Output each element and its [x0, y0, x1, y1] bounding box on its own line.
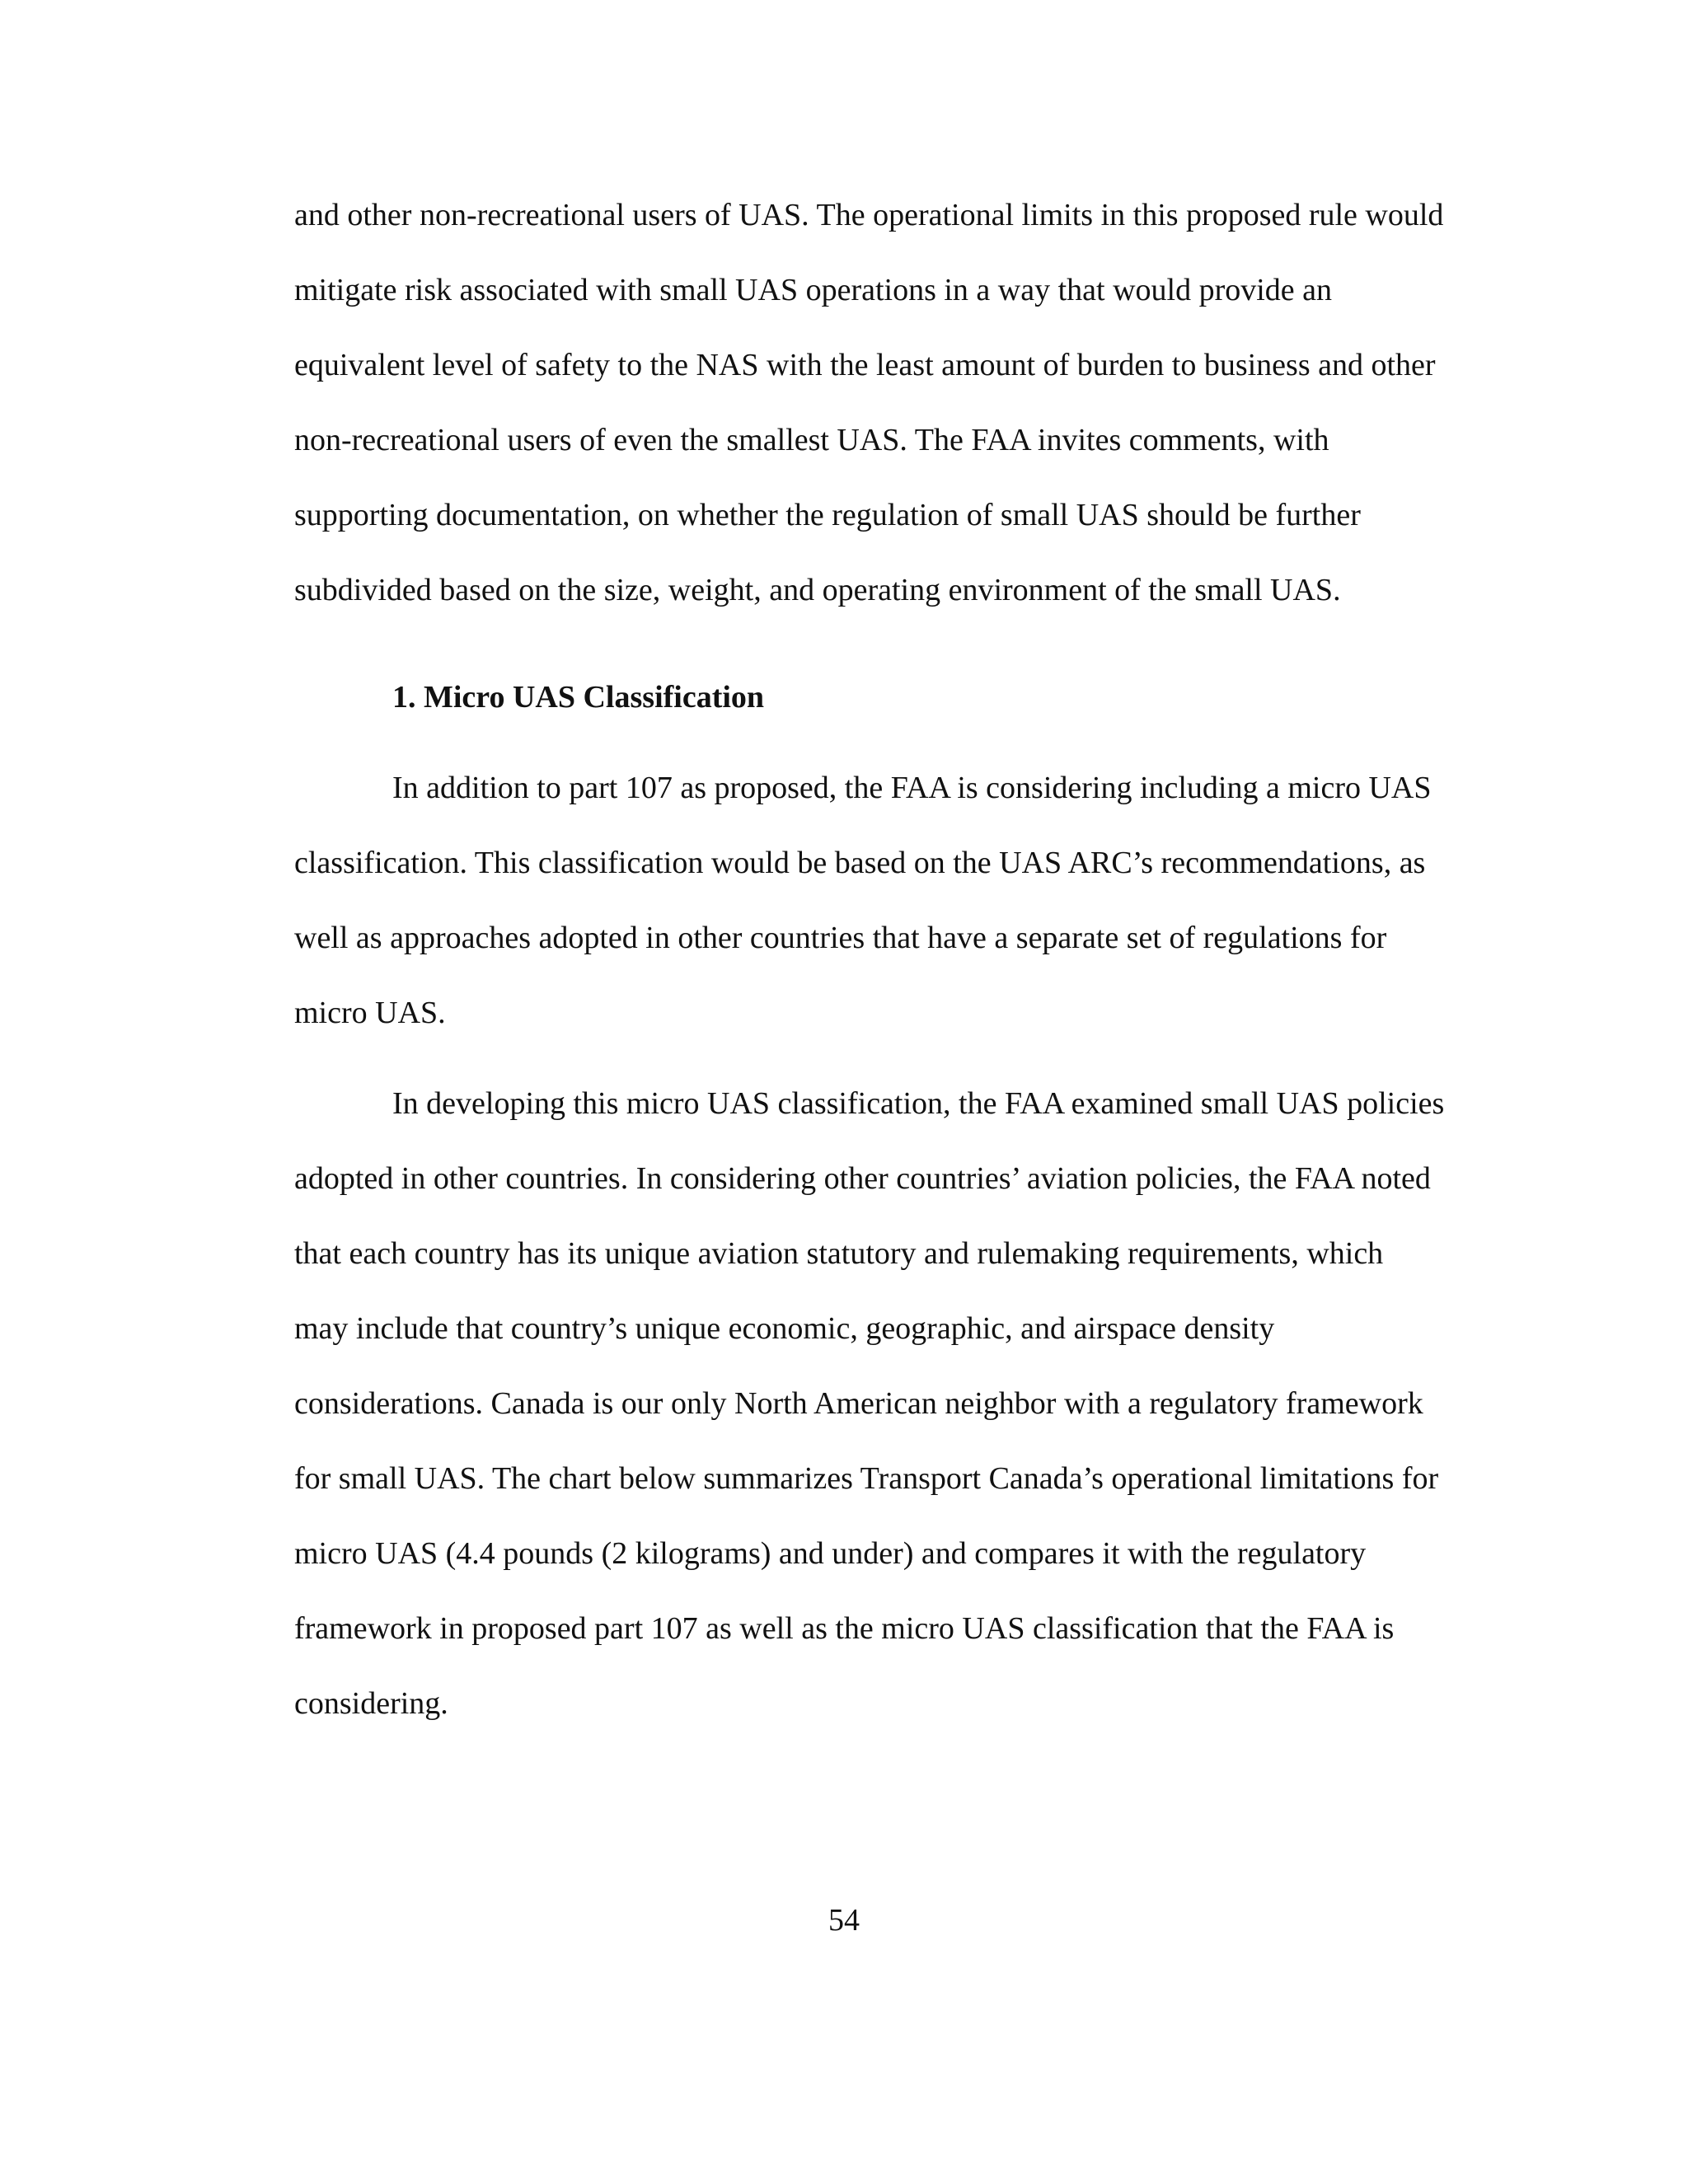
paragraph-2-line-2: classification. This classification would be based on the UAS ARC’s recommendations, as: [294, 846, 1426, 880]
paragraph-3-line-8: framework in proposed part 107 as well as the micro UAS classification that the FAA is: [294, 1611, 1395, 1646]
paragraph-1-line-4: non-recreational users of even the smallest UAS. The FAA invites comments, with: [294, 423, 1329, 457]
paragraph-3-line-9: considering.: [294, 1686, 448, 1721]
paragraph-3-line-3: that each country has its unique aviation statutory and rulemaking requirements, which: [294, 1236, 1384, 1271]
paragraph-3-line-1: In developing this micro UAS classification, the FAA examined small UAS policies: [392, 1086, 1445, 1121]
paragraph-3-line-6: for small UAS. The chart below summarizes Transport Canada’s operational limitations for: [294, 1461, 1439, 1496]
paragraph-3-line-2: adopted in other countries. In considering other countries’ aviation policies, the FAA noted: [294, 1161, 1431, 1196]
page-number: 54: [828, 1903, 860, 1938]
section-heading: 1. Micro UAS Classification: [392, 680, 765, 715]
paragraph-1-line-3: equivalent level of safety to the NAS with the least amount of burden to business and other: [294, 348, 1436, 382]
paragraph-3-line-5: considerations. Canada is our only North American neighbor with a regulatory framework: [294, 1386, 1423, 1421]
paragraph-2-line-1: In addition to part 107 as proposed, the FAA is considering including a micro UAS: [392, 771, 1432, 805]
paragraph-1-line-6: subdivided based on the size, weight, and operating environment of the small UAS.: [294, 573, 1341, 607]
paragraph-1-line-5: supporting documentation, on whether the regulation of small UAS should be further: [294, 498, 1361, 532]
paragraph-3-line-4: may include that country’s unique economic, geographic, and airspace density: [294, 1311, 1275, 1346]
paragraph-1-line-1: and other non-recreational users of UAS. The operational limits in this proposed rule would: [294, 198, 1444, 232]
paragraph-3-line-7: micro UAS (4.4 pounds (2 kilograms) and under) and compares it with the regulatory: [294, 1536, 1367, 1571]
paragraph-2-line-4: micro UAS.: [294, 996, 446, 1030]
paragraph-2-line-3: well as approaches adopted in other countries that have a separate set of regulations for: [294, 921, 1387, 955]
paragraph-1-line-2: mitigate risk associated with small UAS operations in a way that would provide an: [294, 273, 1333, 307]
